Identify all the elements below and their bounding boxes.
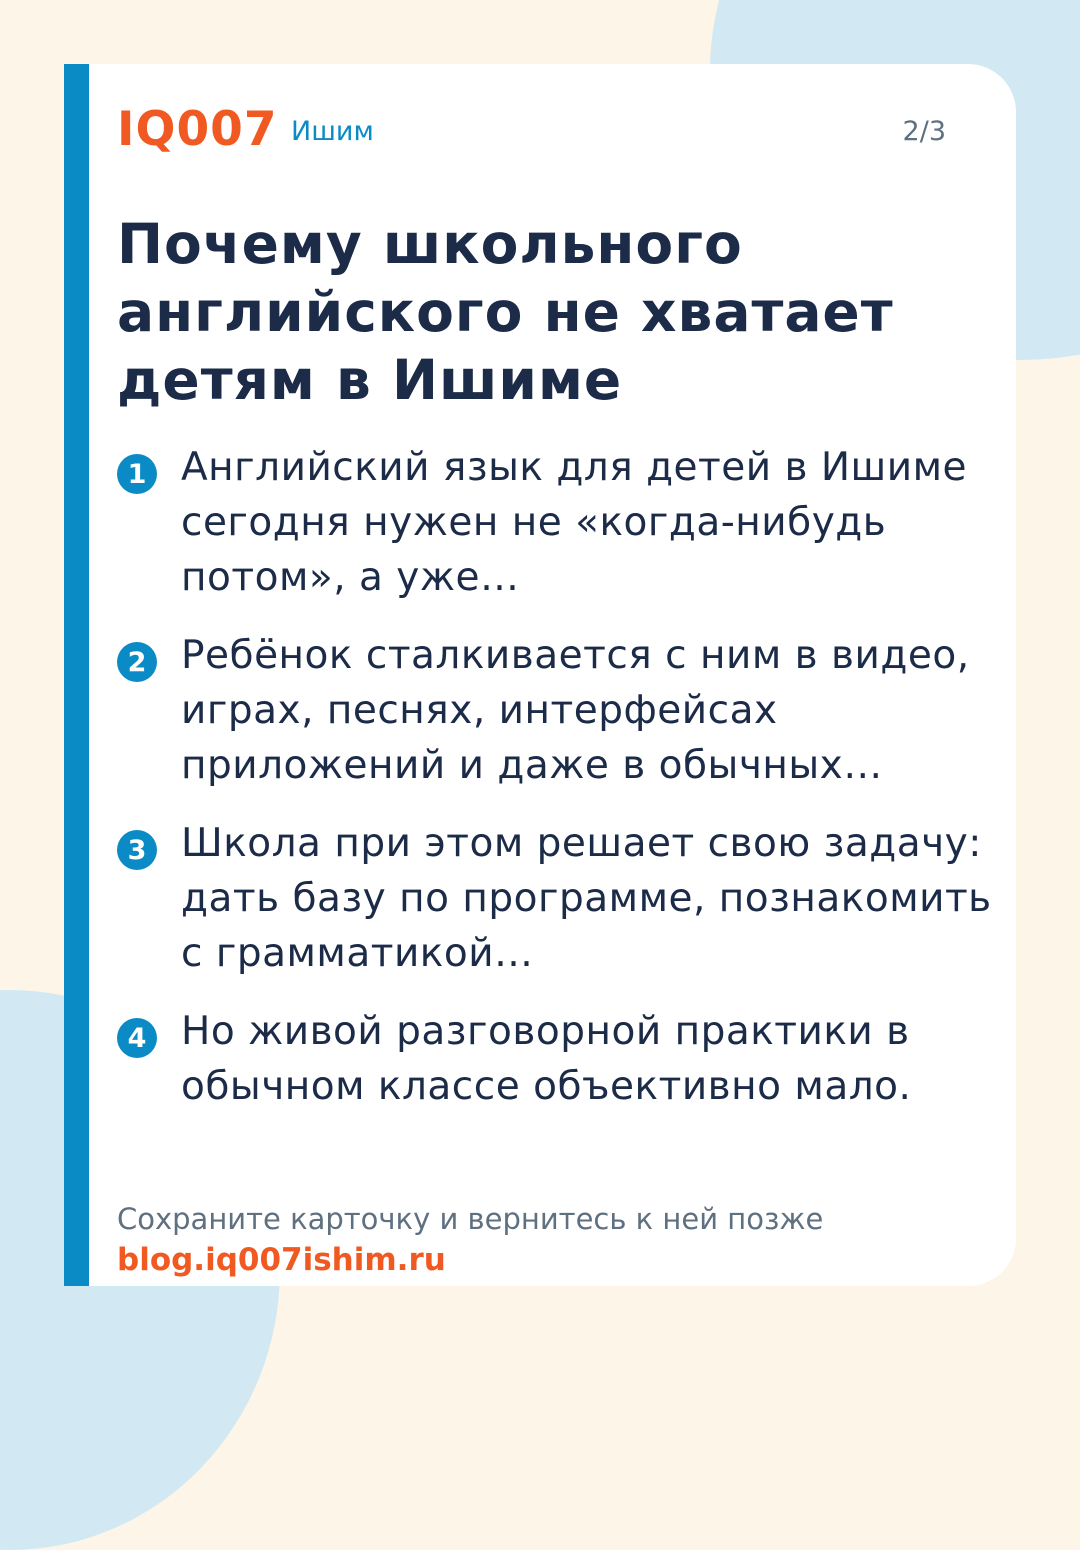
list-item [117,628,997,793]
point-text: Школа при этом решает свою задачу: дать базу по программе, познакомить с грамматикой… [181,821,992,976]
number-badge: 4 [117,1018,157,1058]
point-text: Ребёнок сталкивается с ним в видео, играх, песнях, интерфейсах приложений и даже в обычных… [181,633,970,788]
list-item [117,1004,997,1114]
page-counter: 2/3 [902,116,946,147]
list-item [117,440,997,605]
brand-logo: IQ007 [117,102,278,157]
point-text: Но живой разговорной практики в обычном классе объективно мало. [181,1009,912,1109]
blog-link[interactable]: blog.iq007ishim.ru [117,1242,446,1278]
card-accent-bar [64,64,89,1286]
number-badge: 1 [117,454,157,494]
point-text: Английский язык для детей в Ишиме сегодня нужен не «когда-нибудь потом», а уже… [181,445,967,600]
footer-note: Сохраните карточку и вернитесь к ней позже [117,1202,824,1236]
card-title: Почему школьного английского не хватает детям в Ишиме [117,212,894,412]
city-label: Ишим [291,116,374,147]
number-badge: 2 [117,642,157,682]
number-badge: 3 [117,830,157,870]
content-card [64,64,1016,1286]
list-item [117,816,997,981]
points-list [117,440,997,1137]
